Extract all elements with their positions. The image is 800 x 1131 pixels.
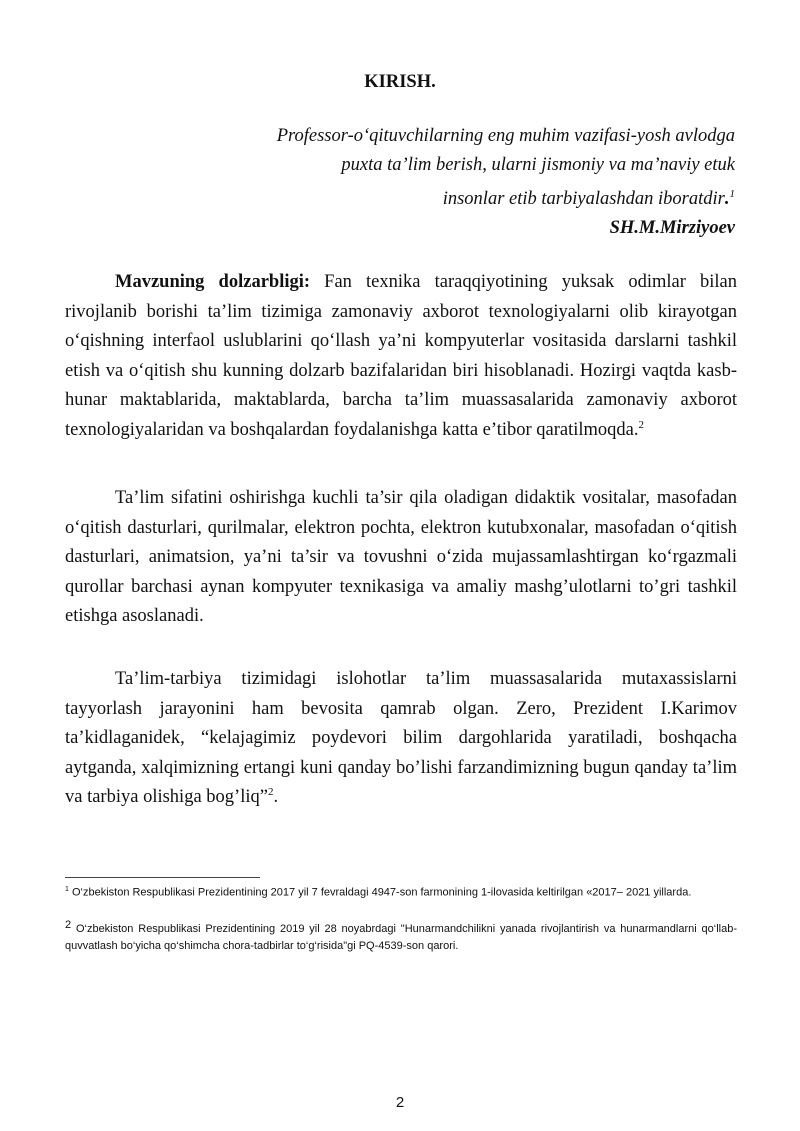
page-title: KIRISH. [364,72,436,92]
footnote-2 [65,917,737,955]
epigraph [277,122,735,214]
paragraph-didactic-tools: Ta’lim sifatini oshirishga kuchli ta’sir qila oladigan didaktik vositalar, masofadan o‘qitish dasturlari, qurilmalar, elektron pochta, elektron kutubxonalar, masofadan o‘qitish dasturlari, animatsion, ya’ni ta’sir va tovushni o‘zida mujassamlashtirgan ko‘rgazmali qurollar barchasi aynan kompyuter texnikasiga va amaliy mashg’ulotlarni to’gri tashkil etishga asoslanadi. [65,488,737,626]
footnote-number: 2 [65,919,72,931]
paragraph-end: . [273,787,279,807]
paragraph-relevance [65,268,737,445]
footnote-text: O‘zbekiston Respublikasi Prezidentining 2019 yil 28 noyabrdagi "Hunarmandchilikni yanada rivojlantirish va hunarmandlarni qo‘llab-quvvatlash bo‘yicha qo‘shimcha chora-tadbirlar to‘g‘risida"gi PQ-4539-son qarori. [65,923,737,952]
footnote-separator [65,877,260,878]
footnote-1 [65,881,737,902]
footnote-ref-2[interactable]: 2 [638,418,644,431]
footnote-ref-1[interactable]: 1 [729,188,735,200]
page-number: 2 [395,1094,405,1111]
footnote-number: 1 [65,886,69,893]
epigraph-period: . [724,189,730,210]
footnote-ref-2[interactable]: 2 [267,785,274,798]
epigraph-line-3 [277,180,735,214]
epigraph-line-1: Professor-o‘qituvchilarning eng muhim vazifasi-yosh avlodga [276,126,735,146]
epigraph-line-2: puxta ta’lim berish, ularni jismoniy va ma’naviy etuk [341,155,735,175]
epigraph-author: SH.M.Mirziyoev [609,218,735,238]
paragraph-reforms [65,665,737,813]
paragraph-text: Fan texnika taraqqiyotining yuksak odimlar bilan rivojlanib borishi ta’lim tizimiga zamonaviy axborot texnologiyalarni olib kirayotgan o‘qishning interfaol uslublarini qo‘llash ya’ni kompyuterlar vositasida darslarni tashkil etish va o‘qitish shu kunning dolzarb bazifalaridan biri hisoblanadi. Hozirgi vaqtda kasb-hunar maktablarida, maktablarda, barcha ta’lim muassasalarida zamonaviy axborot texnologiyalaridan va boshqalardan foydalanishga katta e’tibor qaratilmoqda. [65,272,737,440]
epigraph-line-3-text: insonlar etib tarbiyalashdan iboratdir [442,189,725,210]
paragraph-text: Ta’lim-tarbiya tizimidagi islohotlar ta’lim muassasalarida mutaxassislarni tayyorlash jarayonini ham bevosita qamrab olgan. Zero, Prezident I.Karimov ta’kidlaganidek, “kelajagimiz poydevori bilim dargohlarida yaratiladi, boshqacha aytganda, xalqimizning ertangi kuni qanday bo’lishi farzandimizning bugun qanday ta’lim va tarbiya olishiga bog’liq” [65,669,737,807]
paragraph-lead: Mavzuning dolzarbligi: [115,272,311,292]
footnote-text: O‘zbekiston Respublikasi Prezidentining 2017 yil 7 fevraldagi 4947-son farmonining 1-ilovasida keltirilgan «2017– 2021 yillarda. [68,886,692,899]
